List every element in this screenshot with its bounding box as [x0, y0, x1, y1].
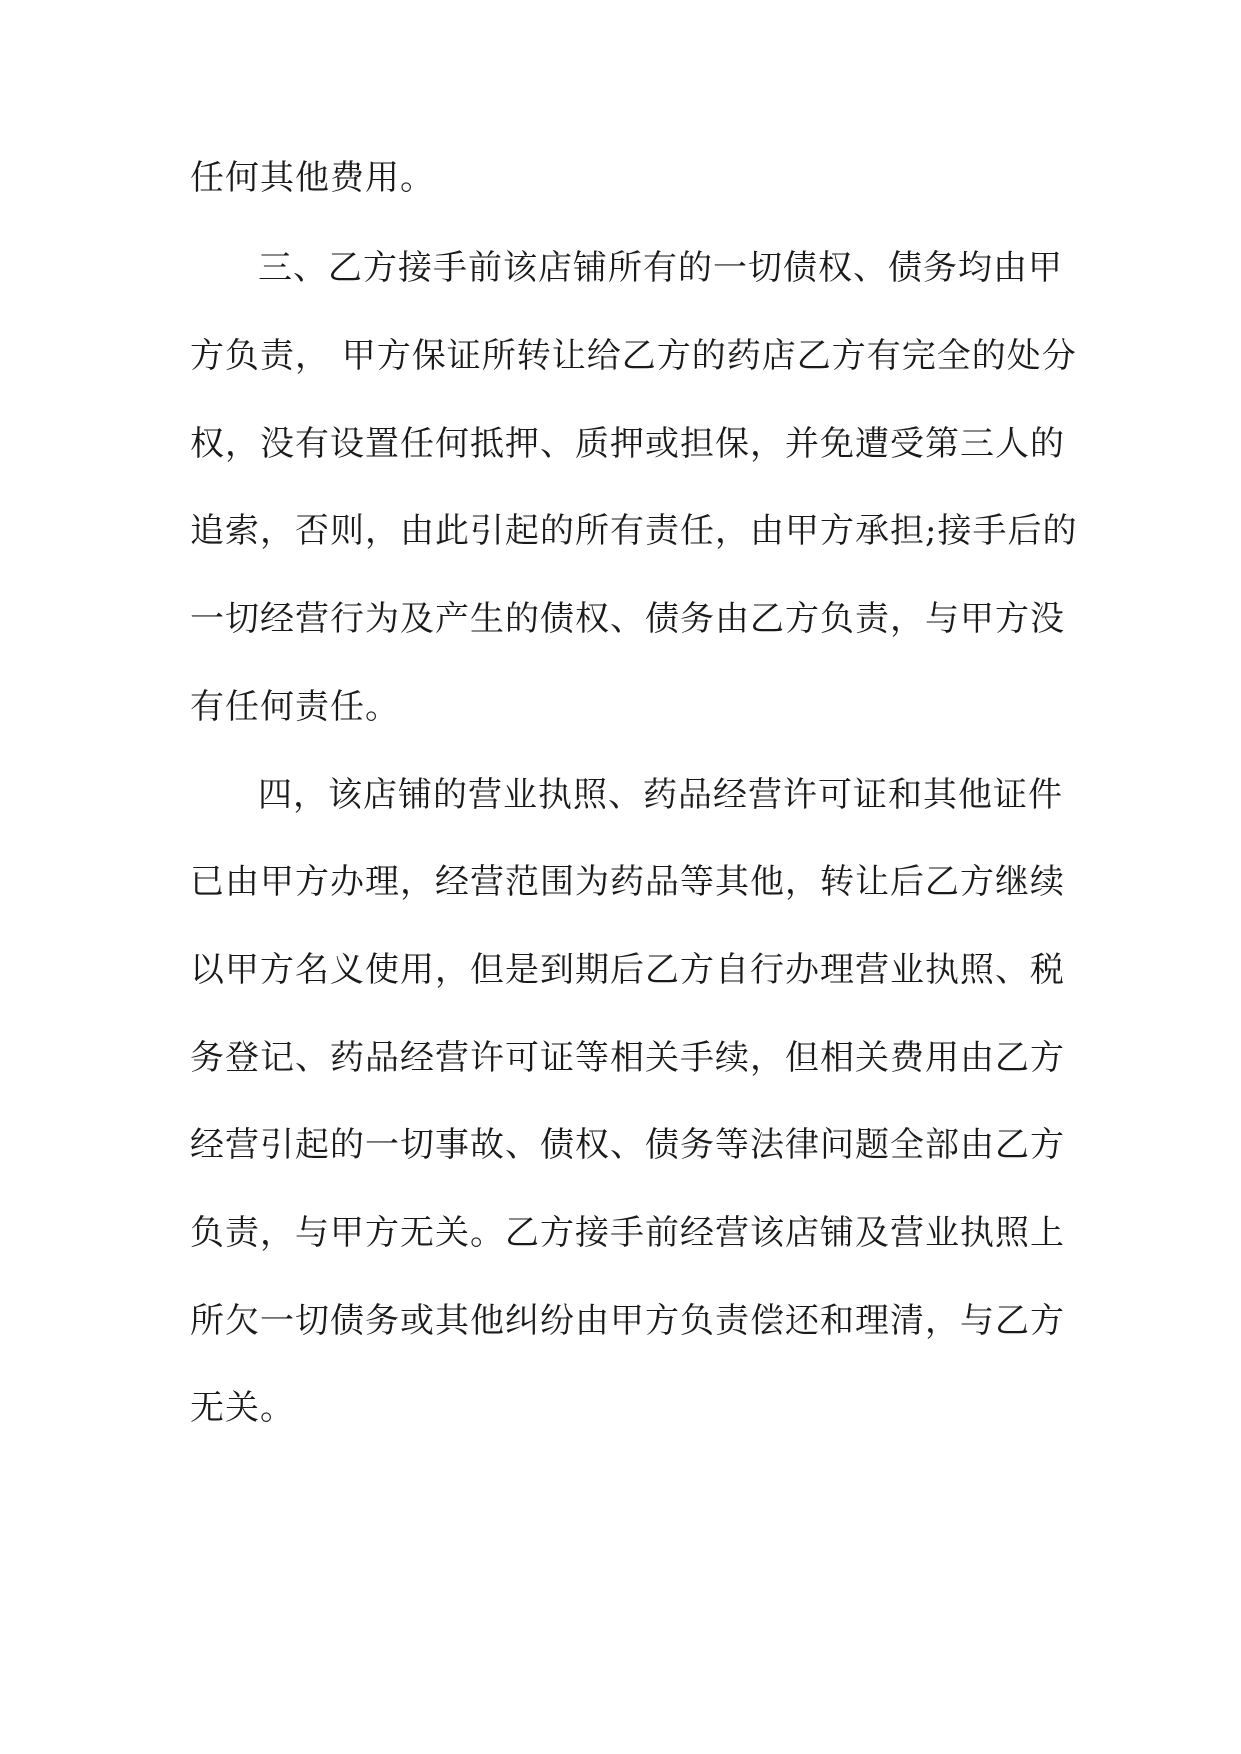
text-line: 权，没有设置任何抵押、质押或担保，并免遭受第三人的: [190, 424, 1065, 464]
text-line: 已由甲方办理，经营范围为药品等其他，转让后乙方继续: [190, 862, 1065, 902]
text-line: 所欠一切债务或其他纠纷由甲方负责偿还和理清，与乙方: [190, 1301, 1065, 1341]
text-line: 无关。: [190, 1388, 295, 1428]
text-line: 任何其他费用。: [190, 158, 435, 198]
text-line: 以甲方名义使用，但是到期后乙方自行办理营业执照、税: [190, 950, 1065, 990]
text-line: 务登记、药品经营许可证等相关手续，但相关费用由乙方: [190, 1038, 1065, 1078]
text-line: 一切经营行为及产生的债权、债务由乙方负责，与甲方没: [190, 599, 1065, 639]
text-line: 经营引起的一切事故、债权、债务等法律问题全部由乙方: [190, 1125, 1065, 1165]
paragraph-start-line: 四，该店铺的营业执照、药品经营许可证和其他证件: [258, 775, 1063, 815]
text-line: 负责，与甲方无关。乙方接手前经营该店铺及营业执照上: [190, 1213, 1065, 1253]
text-line: 追索，否则，由此引起的所有责任，由甲方承担;接手后的: [190, 511, 1078, 551]
text-line: 有任何责任。: [190, 687, 400, 727]
paragraph-start-line: 三、乙方接手前该店铺所有的一切债权、债务均由甲: [258, 248, 1063, 288]
text-line: 方负责， 甲方保证所转让给乙方的药店乙方有完全的处分: [190, 336, 1077, 376]
